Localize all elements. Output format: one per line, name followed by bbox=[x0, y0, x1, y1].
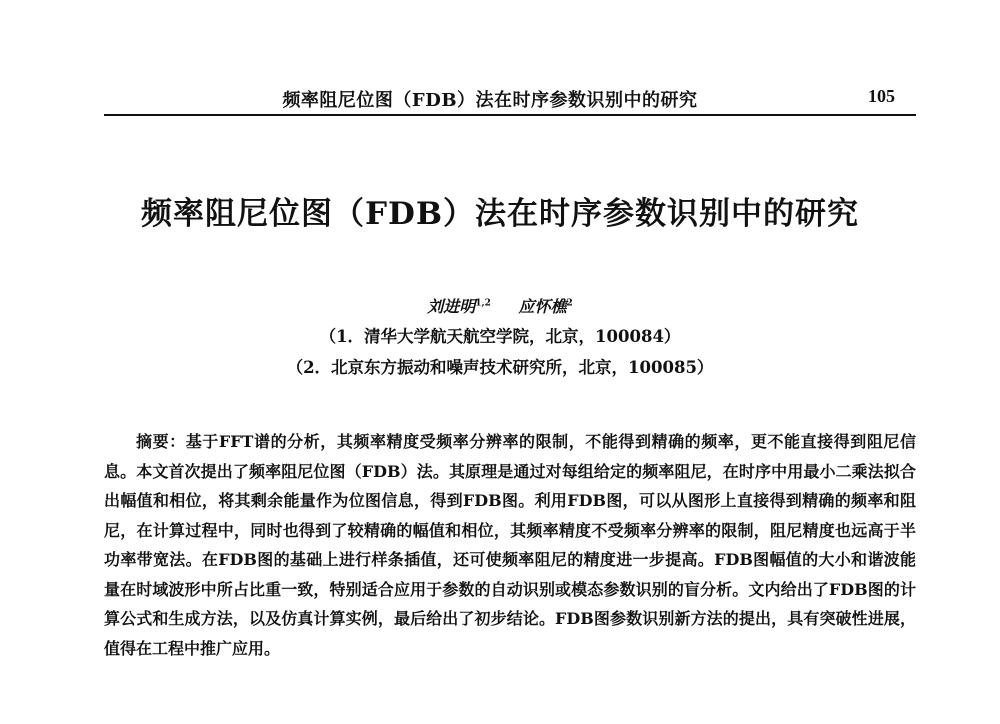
page-number: 105 bbox=[868, 86, 895, 106]
running-header-title: 频率阻尼位图（FDB）法在时序参数识别中的研究 bbox=[282, 90, 698, 111]
author-line bbox=[300, 294, 700, 317]
abstract-label: 摘要： bbox=[136, 432, 186, 451]
affiliation: （1．清华大学航天航空学院，北京，100084） bbox=[319, 327, 681, 346]
paper-title: 频率阻尼位图（FDB）法在时序参数识别中的研究 bbox=[140, 196, 860, 232]
author-affil-marks: 1,2 bbox=[475, 298, 491, 309]
header-rule bbox=[104, 114, 916, 116]
author-name: 刘进明 bbox=[427, 297, 476, 316]
author-affil-marks: 2 bbox=[566, 298, 573, 309]
author-name: 应怀樵 bbox=[518, 297, 567, 316]
abstract bbox=[104, 427, 916, 663]
affiliation: （2．北京东方振动和噪声技术研究所，北京，100085） bbox=[286, 358, 714, 377]
abstract-text: 基于FFT谱的分析，其频率精度受频率分辨率的限制，不能得到精确的频率，更不能直接得到阻尼信息。本文首次提出了频率阻尼位图（FDB）法。其原理是通过对每组给定的频率阻尼，在时序中用最小二乘法拟合出幅值和相位，将其剩余能量作为位图信息，得到FDB图。利用FDB图，可以从图形上直接得到精确的频率和阻尼，在计算过程中，同时也得到了较精确的幅值和相位，其频率精度不受频率分辨率的限制，阻尼精度也远高于半功率带宽法。在FDB图的基础上进行样条插值，还可使频率阻尼的精度进一步提高。FDB图幅值的大小和谐波能量在时域波形中所占比重一致，特别适合应用于参数的自动识别或模态参数识别的盲分析。文内给出了FDB图的计算公式和生成方法，以及仿真计算实例，最后给出了初步结论。FDB图参数识别新方法的提出，具有突破性进展，值得在工程中推广应用。 bbox=[104, 432, 916, 658]
